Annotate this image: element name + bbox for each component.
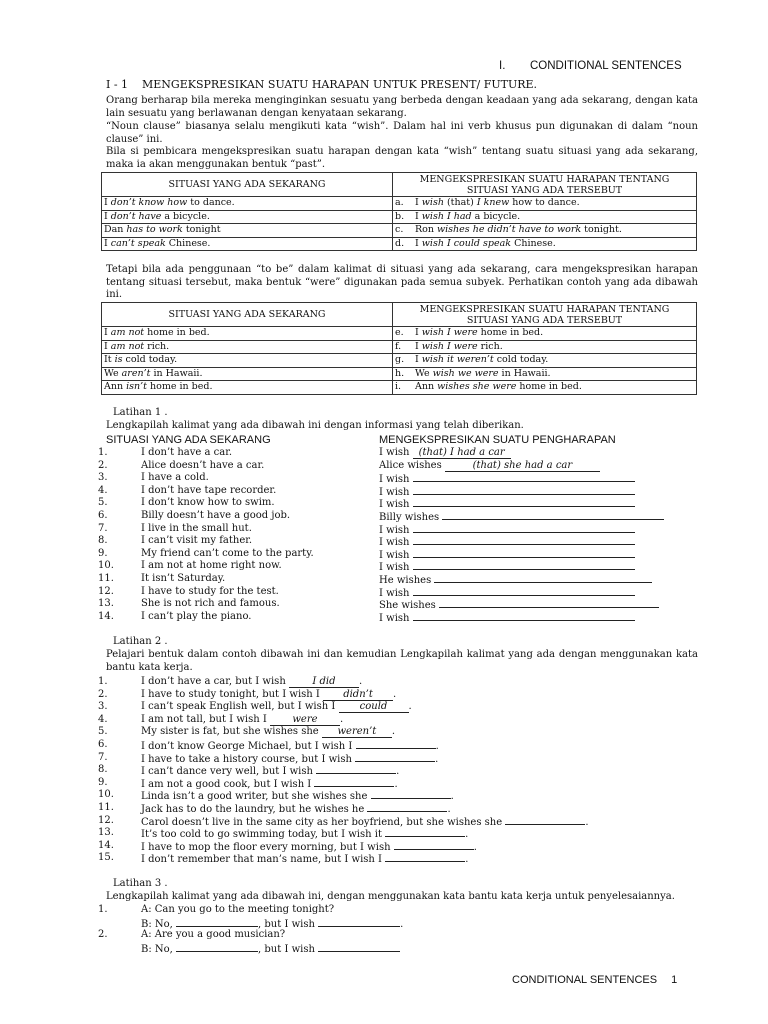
situation-text: a bicycle. (161, 210, 210, 222)
wish-text: I (415, 210, 422, 222)
table-head-right (393, 173, 697, 197)
intro-paragraph-3: Bila si pembicara mengekspresikan suatu harapan dengan kata “wish” tentang suatu situasi yang ada sekarang, maka ia akan menggunakan bentuk “past”. (106, 146, 698, 170)
item-situation: I don’t know how to swim. (141, 497, 275, 509)
item-number: 10. (98, 789, 114, 801)
question-text: A: Are you a good musician? (141, 929, 286, 940)
situation-text: I (104, 210, 111, 222)
situation-text: home in bed. (144, 327, 210, 338)
item-answer-prefix: He wishes (379, 575, 432, 586)
item-sentence: I don’t remember that man’s name, but I wish I . (141, 854, 469, 866)
item-sentence-text: Linda isn’t a good writer, but she wishes she (141, 791, 368, 803)
situation-cell (102, 197, 393, 211)
item-answer-prefix: I wish (379, 524, 410, 536)
situation-cell (102, 354, 393, 368)
answer-blank[interactable]: (that) I had a car (413, 448, 511, 459)
table-header-row (102, 303, 697, 327)
item-number: 9. (98, 776, 108, 788)
item-sentence-text: I don’t remember that man’s name, but I wish I (141, 854, 383, 866)
item-answer-prefix: Billy wishes (379, 512, 440, 523)
table-header-row (102, 173, 697, 197)
item-situation: I am not at home right now. (141, 560, 282, 572)
answer-blank[interactable]: weren’t (322, 727, 392, 738)
item-sentence-text: I have to take a history course, but I wish (141, 753, 352, 765)
item-sentence: I have to take a history course, but I wish . (141, 753, 439, 765)
situation-text: It (104, 354, 115, 365)
item-sentence-text: I am not tall, but I wish I (141, 713, 267, 725)
table-row (102, 354, 697, 368)
intro-paragraph-2: “Noun clause” biasanya selalu mengikuti kata “wish”. Dalam hal ini verb khusus pun digunakan di dalam “noun clause” ini. (106, 121, 698, 145)
wish-text: Chinese. (511, 237, 556, 249)
item-sentence: It’s too cold to go swimming today, but I wish it . (141, 829, 469, 841)
table-head-right (393, 303, 697, 327)
situation-verb: am not (110, 340, 145, 352)
wish-verb: wishes she were (437, 381, 517, 392)
wish-text: cold today. (493, 354, 549, 365)
section-heading: MENGEKSPRESIKAN SUATU HARAPAN UNTUK PRESENT/ FUTURE. (142, 78, 538, 91)
item-sentence: My sister is fat, but she wishes she weren’t . (141, 726, 396, 738)
wish-text: Ann (415, 381, 438, 392)
item-answer-prefix: I wish (379, 499, 410, 511)
intro-paragraph-4: Tetapi bila ada penggunaan “to be” dalam kalimat di situasi yang ada sekarang, cara mengekspresikan harapan tentang situasi tersebut, maka bentuk “were” digunakan pada semua subyek. Perhatikan contoh yang ada dibawah ini. (106, 264, 698, 300)
item-sentence-text: I am not a good cook, but I wish I (141, 778, 312, 790)
wish-verb: wishes he didn’t have to work (437, 224, 582, 235)
wish-cell (393, 354, 697, 368)
wish-text: (that) (443, 197, 477, 208)
answer-blank[interactable] (439, 598, 659, 608)
item-number: 7. (98, 522, 108, 534)
wish-verb: I knew (476, 197, 510, 208)
footer-title: CONDITIONAL SENTENCES (512, 974, 658, 986)
answer-blank[interactable] (394, 840, 474, 850)
wish-cell (393, 381, 697, 395)
table-head-left: SITUASI YANG ADA SEKARANG (102, 173, 393, 197)
item-sentence: I am not tall, but I wish I were . (141, 713, 344, 725)
item-sentence-text: Carol doesn’t live in the same city as her boyfriend, but she wishes she (141, 816, 503, 828)
situation-text: to dance. (187, 197, 235, 208)
item-number: 4. (98, 484, 108, 496)
question-text: A: Can you go to the meeting tonight? (141, 904, 335, 915)
item-number: 12. (98, 585, 114, 597)
answer-middle: , but I wish (258, 918, 315, 930)
wish-text: home in bed. (516, 381, 582, 392)
item-number: 1. (98, 447, 108, 458)
answer-blank[interactable] (413, 472, 635, 482)
answer-blank[interactable] (413, 485, 635, 495)
wish-text: I (415, 237, 422, 249)
intro-paragraph-1: Orang berharap bila mereka menginginkan sesuatu yang berbeda dengan keadaan yang ada sekarang, dengan kata lain sesuatu yang berlawanan dengan kenyataan sekarang. (106, 95, 698, 119)
item-answer-prefix: I wish (379, 447, 410, 458)
table-row (102, 327, 697, 341)
item-number: 6. (98, 739, 108, 750)
item-answer-prefix: I wish (379, 474, 410, 486)
item-sentence: I am not a good cook, but I wish I . (141, 778, 398, 790)
answer-blank[interactable] (434, 573, 652, 583)
item-sentence-text: I have to study tonight, but I wish I (141, 688, 320, 700)
wish-text: Ron (415, 224, 438, 235)
situation-verb: am not (110, 327, 145, 338)
item-situation: I don’t have a car. (141, 447, 233, 458)
table-head-left: SITUASI YANG ADA SEKARANG (102, 303, 393, 327)
table-row (102, 237, 697, 251)
item-sentence-text: I don’t know George Michael, but I wish I (141, 741, 353, 752)
item-situation: It isn’t Saturday. (141, 573, 226, 584)
row-letter: g. (395, 354, 405, 365)
page-footer (512, 974, 677, 987)
header-title: CONDITIONAL SENTENCES (530, 60, 682, 72)
item-situation: I can’t play the piano. (141, 610, 252, 622)
item-situation: I live in the small hut. (141, 522, 252, 534)
item-situation: My friend can’t come to the party. (141, 547, 314, 559)
row-letter: d. (395, 237, 405, 249)
item-answer-prefix: I wish (379, 562, 410, 574)
situation-text: rich. (144, 340, 170, 352)
head-right-line-1: MENGEKSPRESIKAN SUATU HARAPAN TENTANG (419, 173, 670, 185)
answer-blank[interactable] (318, 942, 400, 952)
wish-verb: wish I were (421, 340, 478, 352)
item-number: 5. (98, 726, 108, 738)
wish-text: I (415, 354, 422, 365)
item-answer (379, 447, 511, 460)
item-answer-prefix: Alice wishes (379, 459, 442, 471)
item-number: 12. (98, 814, 114, 826)
item-sentence: I have to mop the floor every morning, but I wish . (141, 841, 477, 853)
section-title (106, 79, 706, 92)
example-table-2 (101, 302, 697, 395)
item-number: 1. (98, 676, 108, 687)
wish-verb: wish it weren’t (421, 354, 494, 365)
wish-verb: wish we were (432, 367, 499, 379)
wish-text: tonight. (581, 224, 622, 235)
exercise-1-title: Latihan 1 . (113, 407, 168, 418)
item-number: 8. (98, 535, 108, 547)
example-table-1 (101, 172, 697, 251)
item-sentence-text: I have to mop the floor every morning, but I wish (141, 841, 391, 853)
situation-text: I (104, 327, 111, 338)
item-sentence: I don’t have a car, but I wish I did . (141, 676, 363, 687)
situation-cell (102, 367, 393, 381)
item-answer-prefix: I wish (379, 587, 410, 599)
row-letter: e. (395, 327, 404, 338)
item-number: 10. (98, 560, 114, 572)
item-situation: I don’t have tape recorder. (141, 484, 277, 496)
table-row (102, 340, 697, 354)
item-sentence: I have to study tonight, but I wish I didn’t . (141, 688, 397, 700)
situation-cell (102, 210, 393, 224)
situation-text: We (104, 367, 122, 379)
page-number: 1 (671, 974, 678, 986)
row-letter: h. (395, 367, 405, 379)
item-situation: She is not rich and famous. (141, 598, 280, 610)
item-sentence-text: Jack has to do the laundry, but he wishes he (141, 804, 365, 815)
answer-blank[interactable]: (that) she had a car (445, 461, 600, 472)
situation-verb: is (114, 354, 123, 365)
situation-cell (102, 224, 393, 238)
item-number: 3. (98, 701, 108, 713)
answer-blank[interactable] (413, 611, 635, 621)
table-row (102, 381, 697, 395)
item-situation: I have to study for the test. (141, 585, 279, 597)
item-answer-prefix: I wish (379, 486, 410, 498)
answer-blank[interactable] (367, 802, 447, 812)
item-answer-prefix: I wish (379, 612, 410, 624)
wish-cell (393, 237, 697, 251)
section-code: I - 1 (106, 78, 129, 91)
answer-blank[interactable] (413, 548, 635, 558)
wish-cell (393, 340, 697, 354)
situation-text: Ann (104, 381, 127, 392)
row-letter: i. (395, 381, 402, 392)
item-number: 6. (98, 510, 108, 521)
wish-verb: wish I could speak (421, 237, 512, 249)
situation-verb: isn’t (126, 381, 147, 392)
answer-blank[interactable] (318, 917, 400, 927)
item-sentence: Jack has to do the laundry, but he wishes he . (141, 804, 451, 815)
wish-text: in Hawaii. (498, 367, 551, 379)
wish-cell (393, 224, 697, 238)
item-sentence-text: My sister is fat, but she wishes she (141, 726, 319, 738)
answer-blank[interactable]: were (270, 715, 340, 726)
item-number: 8. (98, 764, 108, 776)
item-answer-prefix: I wish (379, 549, 410, 561)
table-row (102, 197, 697, 211)
answer-blank[interactable] (355, 752, 435, 762)
situation-text: I (104, 340, 111, 352)
wish-verb: wish I had (421, 210, 472, 222)
table-row (102, 210, 697, 224)
wish-verb: wish (421, 197, 444, 208)
item-number: 1. (98, 904, 108, 915)
wish-text: how to dance. (509, 197, 580, 208)
item-number: 11. (98, 802, 114, 813)
situation-text: Dan (104, 224, 127, 235)
item-situation: Billy doesn’t have a good job. (141, 510, 291, 521)
row-letter: a. (395, 197, 404, 208)
item-number: 11. (98, 573, 114, 584)
item-number: 9. (98, 547, 108, 559)
answer-prefix: B: No, (141, 918, 173, 930)
exercise-2-instruction: Pelajari bentuk dalam contoh dibawah ini dan kemudian Lengkapilah kalimat yang ada dengan menggunakan kata bantu kata kerja. (106, 649, 698, 673)
situation-verb: has to work (126, 224, 183, 235)
wish-text: I (415, 327, 422, 338)
item-answer (379, 460, 600, 473)
answer-blank[interactable]: I did (289, 677, 359, 688)
answer-blank[interactable] (176, 917, 258, 927)
item-number: 5. (98, 497, 108, 509)
exercise-3-instruction: Lengkapilah kalimat yang ada dibawah ini, dengan menggunakan kata bantu kata kerja untuk penyelesaiannya. (106, 891, 675, 902)
item-sentence: Linda isn’t a good writer, but she wishes she . (141, 791, 454, 803)
wish-text: I (415, 340, 422, 352)
head-right-line-1: MENGEKSPRESIKAN SUATU HARAPAN TENTANG (419, 303, 670, 315)
wish-cell (393, 327, 697, 341)
head-right-line-2: SITUASI YANG ADA TERSEBUT (466, 314, 623, 326)
item-answer-prefix: I wish (379, 537, 410, 549)
item-number: 4. (98, 713, 108, 725)
situation-text: Chinese. (165, 237, 211, 249)
wish-text: We (415, 367, 433, 379)
answer-blank[interactable] (356, 739, 436, 749)
item-number: 14. (98, 610, 114, 622)
item-situation: Alice doesn’t have a car. (141, 459, 265, 471)
answer-middle: , but I wish (258, 943, 315, 955)
item-number: 14. (98, 839, 114, 851)
item-situation: I can’t visit my father. (141, 535, 253, 547)
exercise-1-head-right: MENGEKSPRESIKAN SUATU PENGHARAPAN (379, 434, 616, 446)
situation-text: cold today. (122, 354, 178, 365)
answer-line (141, 942, 400, 957)
item-sentence: I don’t know George Michael, but I wish I . (141, 741, 439, 752)
item-sentence-text: It’s too cold to go swimming today, but I wish it (141, 829, 382, 841)
situation-text: home in bed. (147, 381, 213, 392)
item-number: 2. (98, 459, 108, 471)
wish-verb: wish I were (421, 327, 478, 338)
item-number: 7. (98, 751, 108, 763)
item-sentence: I can’t dance very well, but I wish . (141, 766, 400, 778)
wish-text: home in bed. (477, 327, 544, 338)
answer-blank[interactable] (385, 852, 465, 862)
item-answer-prefix: She wishes (379, 600, 436, 612)
exercise-3-title: Latihan 3 . (113, 878, 168, 889)
answer-blank[interactable] (413, 586, 635, 596)
item-number: 13. (98, 598, 114, 610)
head-right-line-2: SITUASI YANG ADA TERSEBUT (466, 184, 623, 196)
situation-cell (102, 340, 393, 354)
answer-blank[interactable] (442, 510, 664, 520)
wish-text: I (415, 197, 422, 208)
situation-cell (102, 237, 393, 251)
answer-blank[interactable] (371, 789, 451, 799)
item-sentence-text: I can’t dance very well, but I wish (141, 766, 313, 778)
answer-blank[interactable]: didn’t (323, 690, 393, 701)
exercise-2-title: Latihan 2 . (113, 636, 168, 647)
row-letter: b. (395, 210, 405, 222)
answer-prefix: B: No, (141, 943, 173, 955)
situation-verb: aren’t (121, 367, 151, 379)
table-row (102, 224, 697, 238)
situation-cell (102, 381, 393, 395)
answer-line: B: No, , but I wish . (141, 918, 404, 930)
situation-text: in Hawaii. (150, 367, 203, 379)
answer-blank[interactable] (413, 497, 635, 507)
situation-text: I (104, 197, 111, 208)
answer-blank[interactable]: could (339, 702, 409, 713)
item-number: 2. (98, 688, 108, 700)
wish-cell (393, 367, 697, 381)
wish-text: a bicycle. (471, 210, 521, 222)
header-number: I. (499, 60, 506, 72)
situation-verb: don’t have (110, 210, 162, 222)
item-situation: I have a cold. (141, 472, 209, 484)
item-number: 15. (98, 852, 114, 864)
item-answer (379, 611, 635, 626)
item-sentence-text: I don’t have a car, but I wish (141, 676, 286, 687)
answer-blank[interactable] (413, 523, 635, 533)
answer-blank[interactable] (505, 815, 585, 825)
situation-cell (102, 327, 393, 341)
row-letter: f. (395, 340, 402, 352)
answer-blank[interactable] (413, 560, 635, 570)
item-number: 2. (98, 929, 108, 940)
exercise-1-head-left: SITUASI YANG ADA SEKARANG (106, 434, 271, 446)
answer-blank[interactable] (314, 777, 394, 787)
situation-text: I (104, 237, 111, 249)
item-sentence: Carol doesn’t live in the same city as her boyfriend, but she wishes she . (141, 816, 589, 828)
exercise-1-instruction: Lengkapilah kalimat yang ada dibawah ini dengan informasi yang telah diberikan. (106, 420, 524, 431)
wish-cell (393, 210, 697, 224)
wish-cell (393, 197, 697, 211)
answer-blank[interactable] (316, 764, 396, 774)
answer-blank[interactable] (385, 827, 465, 837)
item-number: 3. (98, 472, 108, 484)
item-number: 13. (98, 827, 114, 839)
situation-verb: don’t know how (110, 197, 188, 208)
item-sentence-text: I can’t speak English well, but I wish I (141, 701, 336, 713)
item-sentence: I can’t speak English well, but I wish I could . (141, 701, 412, 713)
wish-text: rich. (477, 340, 503, 352)
situation-text: tonight (182, 224, 221, 235)
answer-blank[interactable] (176, 942, 258, 952)
row-letter: c. (395, 224, 404, 235)
answer-blank[interactable] (413, 535, 635, 545)
situation-verb: can’t speak (110, 237, 166, 249)
table-row (102, 367, 697, 381)
